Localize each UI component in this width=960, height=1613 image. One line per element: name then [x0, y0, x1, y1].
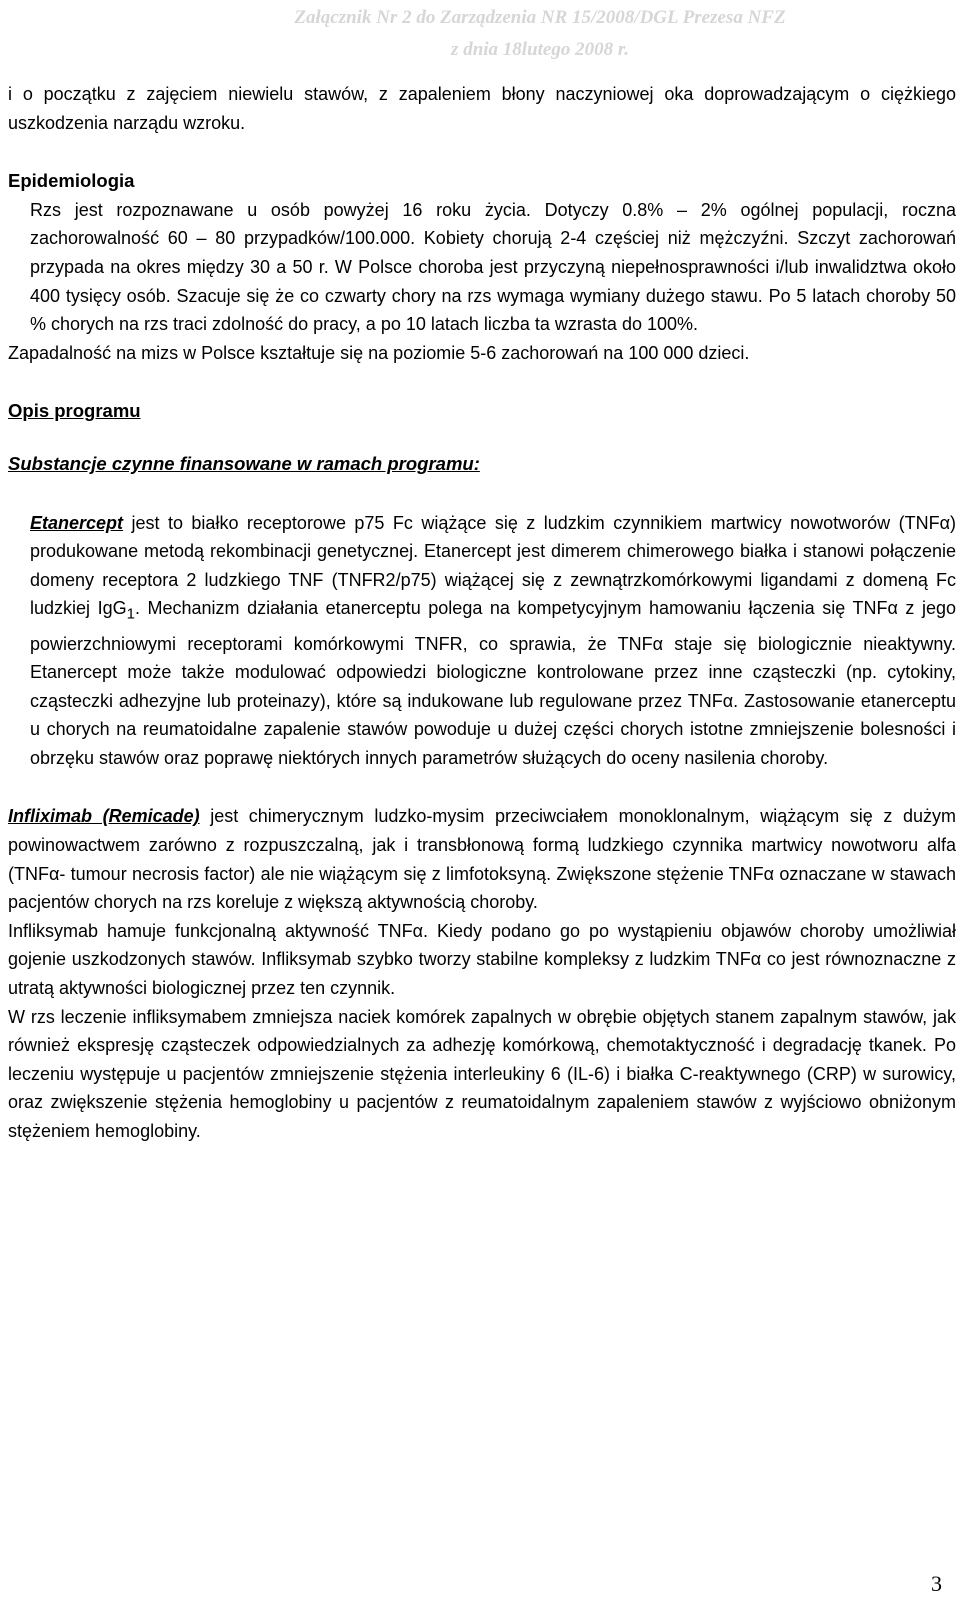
header-line-1: Załącznik Nr 2 do Zarządzenia NR 15/2008/DGL Prezesa NFZ — [294, 7, 786, 28]
epidemiology-heading: Epidemiologia — [8, 170, 135, 192]
infliximab-term: Infliximab (Remicade) — [8, 806, 200, 827]
etanercept-text-1: jest to białko receptorowe p75 Fc wiążące się z ludzkim czynnikiem martwicy nowotworów (TNFα) produkowane metodą rekombinacji genetycznej. Etanercept jest dimerem chimerowego białka i stanowi połączenie domeny receptora 2 ludzkiego TNF (TNFR2/p75) wiążącej się z zewnątrzkomórkowymi ligandami z domeną Fc ludzkiej IgG — [30, 512, 956, 619]
infliximab-paragraph-1 — [8, 802, 956, 916]
infliximab-paragraph-2: Infliksymab hamuje funkcjonalną aktywność TNFα. Kiedy podano go po wystąpieniu objawów choroby umożliwiał gojenie uszkodzonych stawów. Infliksymab szybko tworzy stabilne kompleksy z ludzkim TNFα co jest równoznaczne z utratą aktywności biologicznej przez ten czynnik. — [8, 920, 956, 999]
etanercept-paragraph — [8, 509, 956, 773]
igg-subscript: 1 — [126, 605, 135, 623]
substances-subheading: Substancje czynne finansowane w ramach programu: — [8, 452, 480, 474]
epidemiology-paragraph-1: Rzs jest rozpoznawane u osób powyżej 16 roku życia. Dotyczy 0.8% – 2% ogólnej populacji, roczna zachorowalność 60 – 80 przypadków/100.000. Kobiety chorują 2-4 częściej niż mężczyźni. Szczyt zachorowań przypada na okres między 30 a 50 r. W Polsce choroba jest przyczyną niepełnosprawności i/lub inwalidztwa około 400 tysięcy osób. Szacuje się że co czwarty chory na rzs wymaga wymiany dużego stawu. Po 5 latach choroby 50 % chorych na rzs traci zdolność do pracy, a po 10 latach liczba ta wzrasta do 100%. — [30, 199, 956, 335]
infliximab-paragraph-3: W rzs leczenie infliksymabem zmniejsza naciek komórek zapalnych w obrębie objętych stanem zapalnym stawów, jak również ekspresję cząsteczek odpowiedzialnych za adhezję komórkową, chemotaktyczność i degradację tkanek. Po leczeniu występuje u pacjentów zmniejszenie stężenia interleukiny 6 (IL-6) i białka C-reaktywnego (CRP) w surowicy, oraz zwiększenie stężenia hemoglobiny u pacjentów z reumatoidalnym zapaleniem stawów z wyjściowo obniżonym stężeniem hemoglobiny. — [8, 1006, 956, 1141]
etanercept-term: Etanercept — [30, 512, 124, 533]
program-heading: Opis programu — [8, 400, 141, 422]
header-line-2: z dnia 18lutego 2008 r. — [451, 39, 629, 60]
page-number: 3 — [931, 1571, 942, 1596]
infliximab-text-1: jest chimerycznym ludzko-mysim przeciwciałem monoklonalnym, wiążącym się z dużym powinowactwem zarówno z rozpuszczalną, jak i transbłonową formą ludzkiego czynnika martwicy nowotworu alfa (TNFα- tumour necrosis factor) ale nie wiążącym się z limfotoksyną. Zwiększone stężenie TNFα oznaczane w stawach pacjentów chorych na rzs koreluje z większą aktywnością choroby. — [8, 806, 956, 913]
intro-paragraph: i o początku z zajęciem niewielu stawów, z zapaleniem błony naczyniowej oka doprowadzającym o ciężkiego uszkodzenia narządu wzroku. — [8, 84, 956, 133]
epidemiology-paragraph-2: Zapadalność na mizs w Polsce kształtuje się na poziomie 5-6 zachorowań na 100 000 dzieci. — [8, 342, 750, 363]
document-header — [180, 2, 900, 66]
etanercept-text-2: . Mechanizm działania etanerceptu polega na kompetycyjnym hamowaniu łączenia się TNFα z jego powierzchniowymi receptorami komórkowymi TNFR, co sprawia, że TNFα staje się biologicznie nieaktywny. Etanercept może także modulować odpowiedzi biologiczne kontrolowane przez inne cząsteczki (np. cytokiny, cząsteczki adhezyjne lub proteinazy), które są indukowane lub regulowane przez TNFα. Zastosowanie etanerceptu u chorych na reumatoidalne zapalenie stawów powoduje u dużej części chorych istotne zmniejszenie bolesności i obrzęku stawów oraz poprawę niektórych innych parametrów służących do oceny nasilenia choroby. — [30, 598, 956, 768]
document-body — [8, 80, 956, 1146]
